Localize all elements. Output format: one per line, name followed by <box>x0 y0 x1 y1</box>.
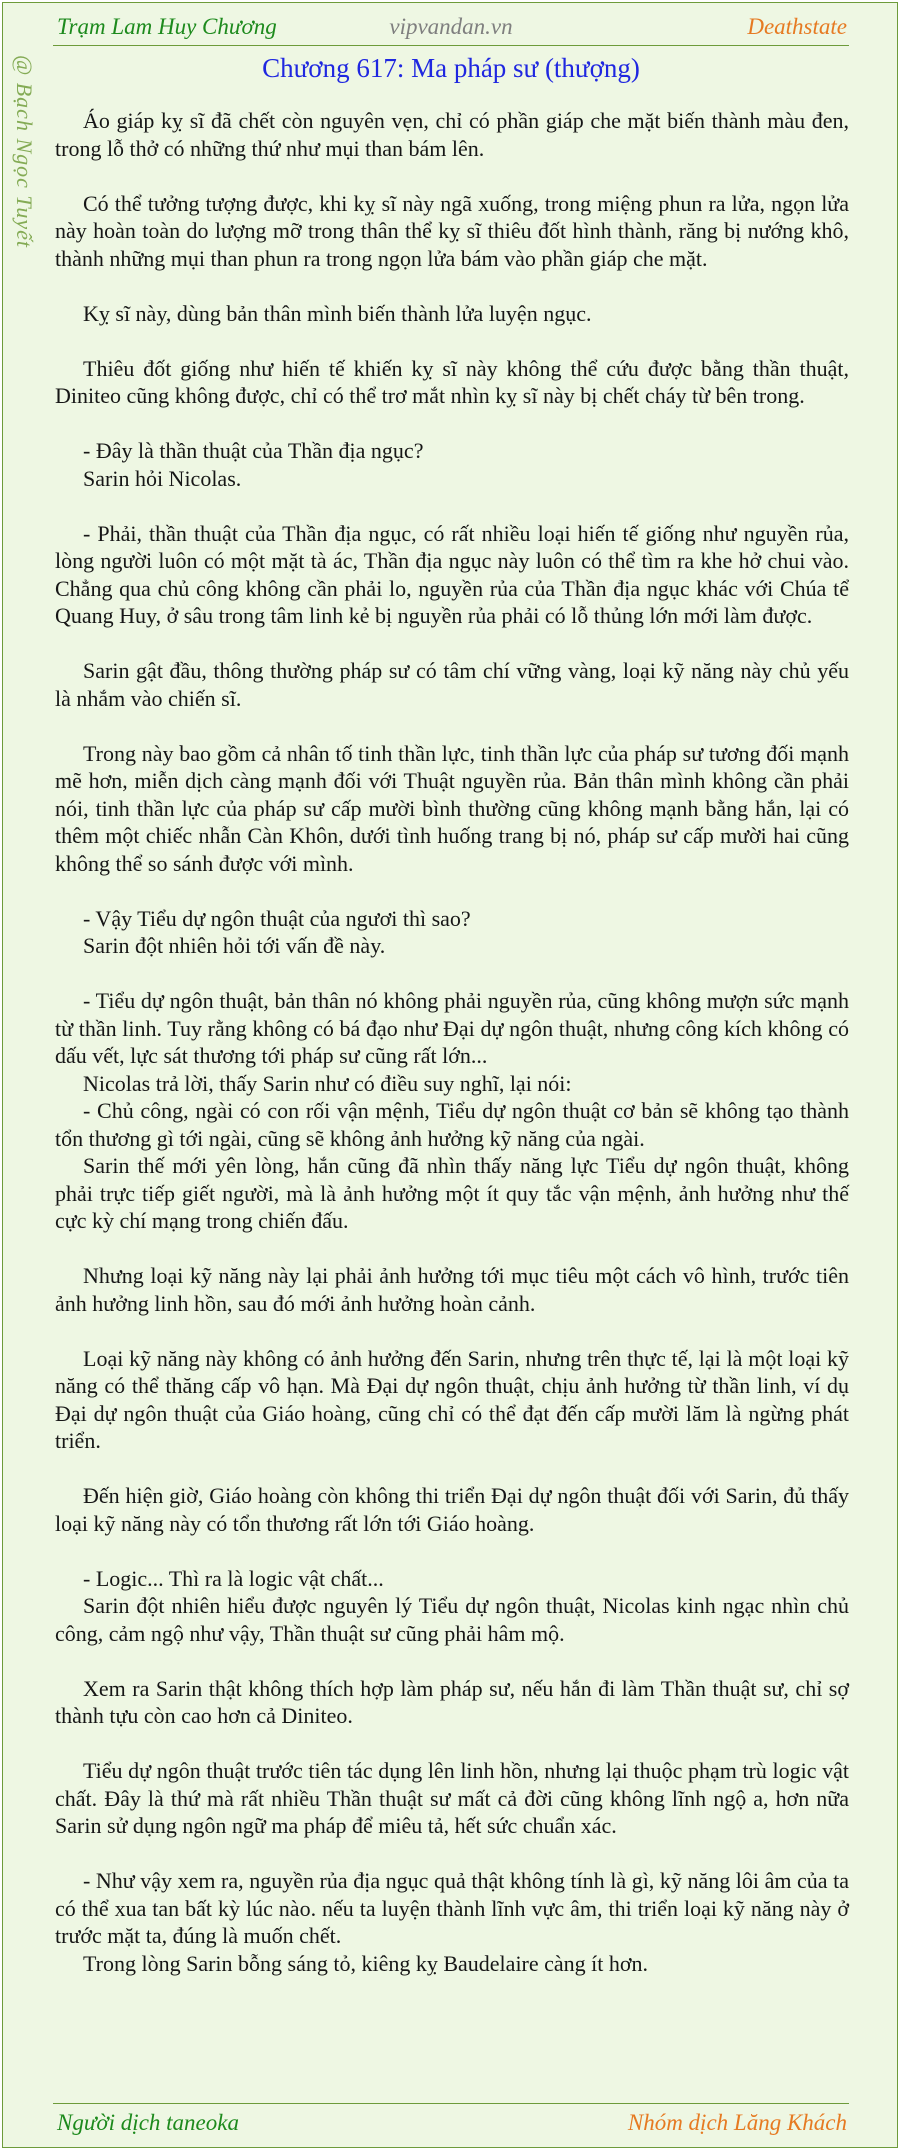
paragraph: Kỵ sĩ này, dùng bản thân mình biến thành lửa luyện ngục. <box>83 300 592 326</box>
side-credit: @ Bạch Ngọc Tuyết <box>12 55 37 249</box>
paragraph: Loại kỹ năng này không có ảnh hưởng đến Sarin, nhưng trên thực tế, lại là một loại kỹ năng có thể thăng cấp vô hạn. Mà Đại dự ngôn thuật, chịu ảnh hưởng từ thần linh, ví dụ Đại dự ngôn thuật của Giáo hoàng, cũng chỉ có thể đạt đến cấp mười lăm là ngừng phát triển. <box>55 1345 849 1453</box>
paragraph: - Chủ công, ngài có con rối vận mệnh, Tiểu dự ngôn thuật cơ bản sẽ không tạo thành tổn thương gì tới ngài, cũng sẽ không ảnh hưởng kỹ năng của ngài. <box>55 1098 849 1151</box>
paragraph: Sarin đột nhiên hiểu được nguyên lý Tiểu dự ngôn thuật, Nicolas kinh ngạc nhìn chủ công, cảm ngộ như vậy, Thần thuật sư cũng phải hâm mộ. <box>55 1593 849 1646</box>
paragraph: - Như vậy xem ra, nguyền rủa địa ngục quả thật không tính là gì, kỹ năng lôi âm của ta có thể xua tan bất kỳ lúc nào. nếu ta luyện thành lĩnh vực âm, thi triển loại kỹ năng này ở trước mặt ta, đúng là muốn chết. <box>55 1868 849 1948</box>
paragraph: - Đây là thần thuật của Thần địa ngục? <box>83 438 424 463</box>
paragraph: Áo giáp kỵ sĩ đã chết còn nguyên vẹn, chỉ có phần giáp che mặt biến thành màu đen, trong lỗ thở có những thứ như mụi than bám lên. <box>55 108 849 161</box>
paragraph: Sarin gật đầu, thông thường pháp sư có tâm chí vững vàng, loại kỹ năng này chủ yếu là nhắm vào chiến sĩ. <box>55 658 849 711</box>
page-frame <box>2 2 898 2148</box>
paragraph: Trong này bao gồm cả nhân tố tinh thần lực, tinh thần lực của pháp sư tương đối mạnh mẽ hơn, miễn dịch càng mạnh đối với Thuật nguyền rủa. Bản thân mình không cần phải nói, tinh thần lực của pháp sư cấp mười bình thường cũng không mạnh bằng hắn, lại có thêm một chiếc nhẫn Càn Khôn, dưới tình huống trang bị nó, pháp sư cấp mười hai cũng không thể so sánh được với mình. <box>55 740 849 876</box>
paragraph: - Tiểu dự ngôn thuật, bản thân nó không phải nguyền rủa, cũng không mượn sức mạnh từ thần linh. Tuy rằng không có bá đạo như Đại dự ngôn thuật, nhưng công kích không có dấu vết, lực sát thương tới pháp sư cũng rất lớn... <box>55 988 849 1068</box>
footer-translator: Người dịch taneoka <box>57 2110 239 2135</box>
header-novel-name: Deathstate <box>747 14 847 39</box>
footer-translation-group: Nhóm dịch Lăng Khách <box>627 2110 847 2135</box>
paragraph: Thiêu đốt giống như hiến tế khiến kỵ sĩ này không thể cứu được bằng thần thuật, Diniteo cũng không được, chỉ có thể trơ mắt nhìn kỵ sĩ này bị chết cháy từ bên trong. <box>55 355 849 408</box>
chapter-title: Chương 617: Ma pháp sư (thượng) <box>262 53 640 83</box>
paragraph: - Vậy Tiểu dự ngôn thuật của ngươi thì sao? <box>83 905 471 931</box>
chapter-body <box>55 107 849 1977</box>
paragraph: Trong lòng Sarin bỗng sáng tỏ, kiêng kỵ Baudelaire càng ít hơn. <box>83 1950 649 1976</box>
paragraph: Xem ra Sarin thật không thích hợp làm pháp sư, nếu hắn đi làm Thần thuật sư, chỉ sợ thành tựu còn cao hơn cả Diniteo. <box>55 1675 849 1728</box>
paragraph: Sarin hỏi Nicolas. <box>83 465 242 491</box>
paragraph: Nicolas trả lời, thấy Sarin như có điều suy nghĩ, lại nói: <box>83 1070 572 1096</box>
paragraph: - Phải, thần thuật của Thần địa ngục, có rất nhiều loại hiến tế giống như nguyền rủa, lòng người luôn có một mặt tà ác, Thần địa ngục này luôn có thể tìm ra khe hở chui vào. Chẳng qua chủ công không cần phải lo, nguyền rủa của Thần địa ngục khác với Chúa tể Quang Huy, ở sâu trong tâm linh kẻ bị nguyền rủa phải có lỗ thủng lớn mới làm được. <box>55 520 849 628</box>
paragraph: Nhưng loại kỹ năng này lại phải ảnh hưởng tới mục tiêu một cách vô hình, trước tiên ảnh hưởng linh hồn, sau đó mới ảnh hưởng hoàn cảnh. <box>55 1263 849 1316</box>
page-footer <box>53 2103 849 2142</box>
paragraph: Đến hiện giờ, Giáo hoàng còn không thi triển Đại dự ngôn thuật đối với Sarin, đủ thấy loại kỹ năng này có tổn thương rất lớn tới Giáo hoàng. <box>55 1483 849 1536</box>
paragraph: Sarin đột nhiên hỏi tới vấn đề này. <box>83 933 386 958</box>
paragraph: - Logic... Thì ra là logic vật chất... <box>83 1565 384 1591</box>
paragraph: Có thể tưởng tượng được, khi kỵ sĩ này ngã xuống, trong miệng phun ra lửa, ngọn lửa này hoàn toàn do lượng mỡ trong thân thể kỵ sĩ thiêu đốt hình thành, răng bị nướng khô, thành những mụi than phun ra trong ngọn lửa bám vào phần giáp che mặt. <box>55 190 849 271</box>
header-website: vipvandan.vn <box>389 14 513 39</box>
paragraph: Sarin thế mới yên lòng, hắn cũng đã nhìn thấy năng lực Tiểu dự ngôn thuật, không phải trực tiếp giết người, mà là ảnh hưởng một ít quy tắc vận mệnh, ảnh hưởng như thế cực kỳ chí mạng trong chiến đấu. <box>55 1153 849 1233</box>
header-site-name: Trạm Lam Huy Chương <box>57 14 277 39</box>
page-header <box>53 9 849 46</box>
paragraph: Tiểu dự ngôn thuật trước tiên tác dụng lên linh hồn, nhưng lại thuộc phạm trù logic vật chất. Đây là thứ mà rất nhiều Thần thuật sư mất cả đời cũng không lĩnh ngộ a, hơn nữa Sarin sử dụng ngôn ngữ ma pháp để miêu tả, hết sức chuẩn xác. <box>55 1758 849 1838</box>
